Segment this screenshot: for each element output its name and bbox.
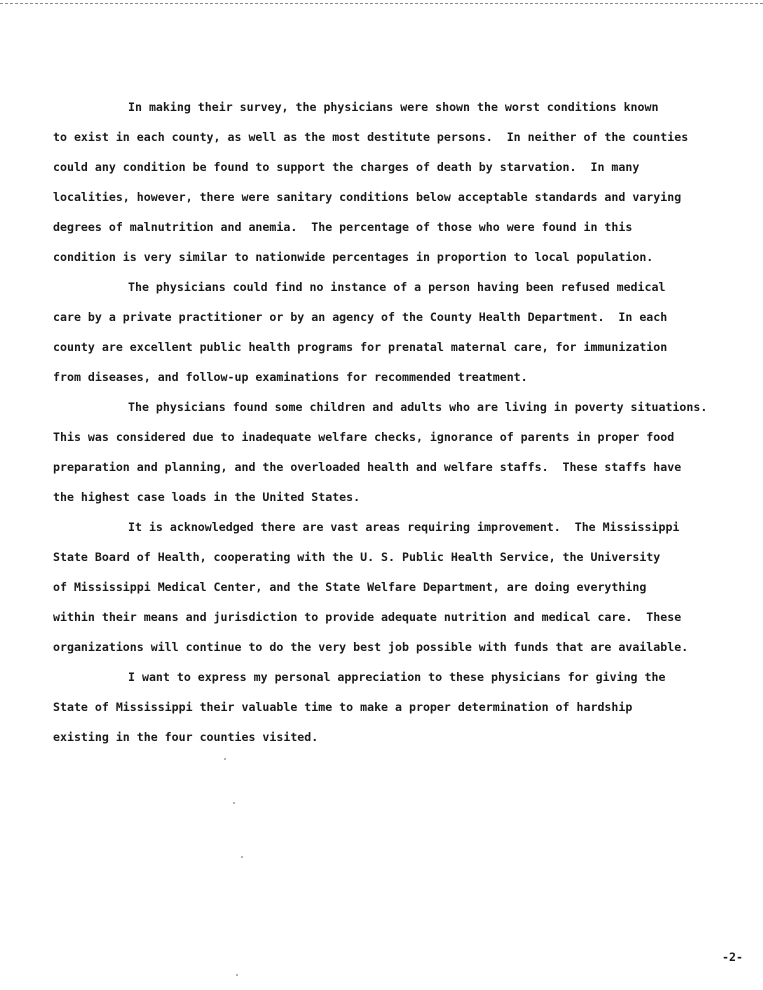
- paragraph-5-line-1: I want to express my personal appreciation to these physicians for giving the: [128, 670, 666, 684]
- paragraph-3-line-2: This was considered due to inadequate welfare checks, ignorance of parents in proper food: [53, 430, 675, 444]
- letter-body: [53, 96, 759, 756]
- paragraph-2-line-1: The physicians could find no instance of a person having been refused medical: [128, 280, 666, 294]
- paragraph-1-line-3: could any condition be found to support the charges of death by starvation. In many: [53, 160, 640, 174]
- scan-speck: [236, 974, 238, 976]
- paragraph-4-line-1: It is acknowledged there are vast areas requiring improvement. The Mississippi: [128, 520, 680, 534]
- paragraph-4-line-3: of Mississippi Medical Center, and the State Welfare Department, are doing everything: [53, 580, 647, 594]
- paragraph-4-line-5: organizations will continue to do the very best job possible with funds that are available.: [53, 640, 689, 654]
- paragraph-5-line-2: State of Mississippi their valuable time to make a proper determination of hardship: [53, 700, 633, 714]
- page-number: -2-: [722, 950, 743, 964]
- paragraph-4-line-4: within their means and jurisdiction to provide adequate nutrition and medical care. These: [53, 610, 682, 624]
- paragraph-2-line-2: care by a private practitioner or by an agency of the County Health Department. In each: [53, 310, 668, 324]
- paragraph-2-line-3: county are excellent public health programs for prenatal maternal care, for immunization: [53, 340, 668, 354]
- paragraph-1-line-5: degrees of malnutrition and anemia. The percentage of those who were found in this: [53, 220, 633, 234]
- paragraph-1-line-2: to exist in each county, as well as the most destitute persons. In neither of the counties: [53, 130, 689, 144]
- page-top-edge: [0, 3, 763, 4]
- paragraph-3-line-1: The physicians found some children and adults who are living in poverty situations.: [128, 400, 708, 414]
- paragraph-2-line-4: from diseases, and follow-up examinations for recommended treatment.: [53, 370, 528, 384]
- paragraph-4-line-2: State Board of Health, cooperating with the U. S. Public Health Service, the University: [53, 550, 661, 564]
- paragraph-1-line-4: localities, however, there were sanitary conditions below acceptable standards and varying: [53, 190, 682, 204]
- paragraph-1-line-6: condition is very similar to nationwide percentages in proportion to local population.: [53, 250, 654, 264]
- paragraph-3-line-3: preparation and planning, and the overloaded health and welfare staffs. These staffs have: [53, 460, 682, 474]
- paragraph-3-line-4: the highest case loads in the United States.: [53, 490, 361, 504]
- paragraph-1-line-1: In making their survey, the physicians were shown the worst conditions known: [128, 100, 659, 114]
- scan-speck: [241, 856, 243, 858]
- paragraph-5-line-3: existing in the four counties visited.: [53, 730, 319, 744]
- scan-speck: [233, 802, 235, 804]
- scan-speck: [224, 758, 226, 760]
